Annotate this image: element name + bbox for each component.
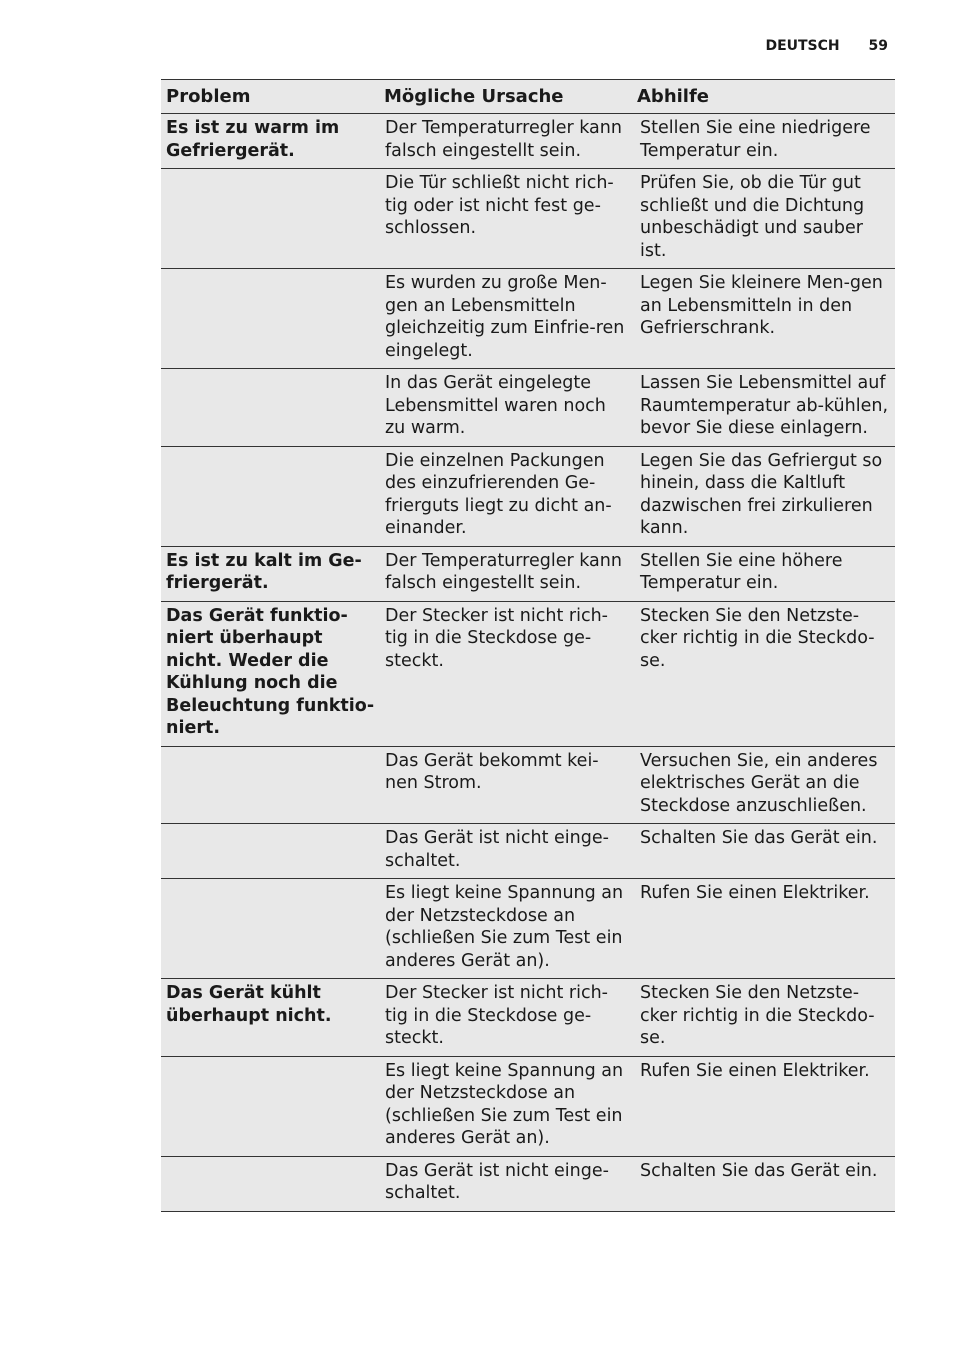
table-row (161, 979, 895, 1057)
cause-cell: Der Stecker ist nicht rich-tig in die Steckdose ge-steckt. (379, 979, 632, 1057)
cause-cell: Die Tür schließt nicht rich-tig oder ist nicht fest ge-schlossen. (379, 169, 632, 269)
cause-cell: Es wurden zu große Men-gen an Lebensmitteln gleichzeitig zum Einfrie-ren eingelegt. (379, 269, 632, 369)
remedy-cell: Schalten Sie das Gerät ein. (632, 824, 895, 879)
remedy-cell: Rufen Sie einen Elektriker. (632, 1056, 895, 1156)
table-row (161, 269, 895, 369)
cause-cell: In das Gerät eingelegte Lebensmittel waren noch zu warm. (379, 369, 632, 447)
cause-cell: Es liegt keine Spannung an der Netzsteckdose an (schließen Sie zum Test ein anderes Gerät an). (379, 1056, 632, 1156)
cause-cell: Das Gerät ist nicht einge-schaltet. (379, 824, 632, 879)
problem-cell: Es ist zu warm im Gefriergerät. (161, 114, 379, 169)
problem-cell (161, 824, 379, 879)
problem-cell: Das Gerät funktio-niert überhaupt nicht. Weder die Kühlung noch die Beleuchtung funktio-niert. (161, 601, 379, 746)
remedy-cell: Stecken Sie den Netzste-cker richtig in die Steckdo-se. (632, 601, 895, 746)
table-row (161, 546, 895, 601)
table-row (161, 824, 895, 879)
table-row (161, 169, 895, 269)
page-header (765, 38, 888, 54)
remedy-cell: Stecken Sie den Netzste-cker richtig in die Steckdo-se. (632, 979, 895, 1057)
column-header-remedy: Abhilfe (632, 80, 895, 114)
cause-cell: Das Gerät bekommt kei-nen Strom. (379, 746, 632, 824)
cause-cell: Der Temperaturregler kann falsch eingestellt sein. (379, 114, 632, 169)
problem-cell (161, 369, 379, 447)
table-row (161, 446, 895, 546)
remedy-cell: Stellen Sie eine höhere Temperatur ein. (632, 546, 895, 601)
problem-cell: Es ist zu kalt im Ge-friergerät. (161, 546, 379, 601)
language-label: DEUTSCH (765, 38, 840, 54)
table-row (161, 879, 895, 979)
remedy-cell: Versuchen Sie, ein anderes elektrisches Gerät an die Steckdose anzuschließen. (632, 746, 895, 824)
table-row (161, 1056, 895, 1156)
cause-cell: Die einzelnen Packungen des einzufrierenden Ge-frierguts liegt zu dicht an-einander. (379, 446, 632, 546)
table-row (161, 746, 895, 824)
column-header-cause: Mögliche Ursache (379, 80, 632, 114)
problem-cell (161, 169, 379, 269)
problem-cell (161, 746, 379, 824)
cause-cell: Es liegt keine Spannung an der Netzsteckdose an (schließen Sie zum Test ein anderes Gerät an). (379, 879, 632, 979)
table-row (161, 114, 895, 169)
remedy-cell: Lassen Sie Lebensmittel auf Raumtemperatur ab-kühlen, bevor Sie diese einlagern. (632, 369, 895, 447)
cause-cell: Der Stecker ist nicht rich-tig in die Steckdose ge-steckt. (379, 601, 632, 746)
page-number: 59 (868, 38, 888, 54)
table-row (161, 601, 895, 746)
remedy-cell: Rufen Sie einen Elektriker. (632, 879, 895, 979)
remedy-cell: Legen Sie das Gefriergut so hinein, dass die Kaltluft dazwischen frei zirkulieren kann. (632, 446, 895, 546)
cause-cell: Das Gerät ist nicht einge-schaltet. (379, 1156, 632, 1211)
remedy-cell: Prüfen Sie, ob die Tür gut schließt und die Dichtung unbeschädigt und sauber ist. (632, 169, 895, 269)
table-header-row (161, 80, 895, 114)
problem-cell (161, 879, 379, 979)
table-row (161, 1156, 895, 1211)
remedy-cell: Schalten Sie das Gerät ein. (632, 1156, 895, 1211)
remedy-cell: Legen Sie kleinere Men-gen an Lebensmitteln in den Gefrierschrank. (632, 269, 895, 369)
problem-cell (161, 1056, 379, 1156)
table-row (161, 369, 895, 447)
problem-cell (161, 269, 379, 369)
cause-cell: Der Temperaturregler kann falsch eingestellt sein. (379, 546, 632, 601)
problem-cell (161, 1156, 379, 1211)
problem-cell: Das Gerät kühlt überhaupt nicht. (161, 979, 379, 1057)
column-header-problem: Problem (161, 80, 379, 114)
problem-cell (161, 446, 379, 546)
remedy-cell: Stellen Sie eine niedrigere Temperatur ein. (632, 114, 895, 169)
troubleshooting-table (161, 79, 895, 1212)
